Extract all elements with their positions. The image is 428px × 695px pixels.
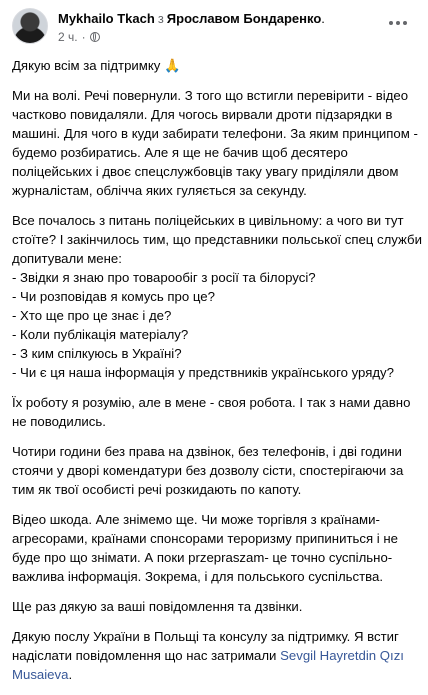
text-line: надіслати повідомлення що нас затримали Sevgil Hayretdin Qızı [12, 648, 404, 663]
link-suffix: . [68, 667, 73, 682]
text-line: - Чи є ця наша інформація у предствників українського уряду? [12, 365, 394, 380]
paragraph-8 [12, 627, 418, 684]
text-line: журналістам, облічча яких гуляється за секунду. [12, 183, 307, 198]
post-header [12, 8, 416, 48]
tagged-link-continued[interactable]: Musaieva [12, 667, 69, 682]
text-line: частково повидаляли. Для чогось вирвали дроти підзарядки в [12, 107, 393, 122]
text-line: Дякую всім за підтримку 🙏 [12, 58, 181, 73]
text-line: - Звідки я знаю про товарообіг з росії та білорусі? [12, 270, 316, 285]
globe-icon[interactable] [90, 32, 100, 42]
post-time[interactable]: 2 ч. [58, 30, 78, 44]
post-content [12, 56, 422, 695]
author-name[interactable]: Mykhailo Tkach [58, 11, 155, 26]
paragraph-3 [12, 211, 422, 382]
text-line: допитували мене: [12, 251, 122, 266]
text-line: - Чи розповідав я комусь про це? [12, 289, 215, 304]
with-text: з [157, 11, 164, 26]
tagged-suffix: . [321, 11, 325, 26]
tagged-person[interactable]: Ярославом Бондаренко [166, 11, 322, 26]
author-avatar[interactable] [12, 8, 48, 44]
text-line: поліцейських і двоє спецслужбовців таку увагу приділяли двом [12, 164, 399, 179]
text-line: стоячи у дворі комендатури без дозволу сісти, спостерігаючи за [12, 463, 404, 478]
tagged-link[interactable]: Sevgil Hayretdin Qızı [280, 648, 404, 663]
paragraph-2 [12, 86, 418, 200]
text-line: будемо розбиратись. Але я ще не бачив щоб десятеро [12, 145, 348, 160]
text-line: Ми на волі. Речі повернули. З того що встигли перевірити - відео [12, 88, 409, 103]
text-line: Чотири години без права на дзвінок, без телефонів, і дві години [12, 444, 402, 459]
more-options-icon[interactable] [384, 14, 412, 32]
text-line: Все почалось з питань поліцейських в цивільному: а чого ви тут [12, 213, 404, 228]
paragraph-7 [12, 597, 418, 616]
text-line: машині. Для чого в куди забирати телефони. За яким принципом - [12, 126, 418, 141]
text-line [12, 665, 418, 684]
paragraph-4 [12, 393, 418, 431]
author-line [58, 11, 325, 26]
text-line: не поводились. [12, 414, 106, 429]
text-line: Дякую послу України в Польщі та консулу за підтримку. Я встиг [12, 629, 399, 644]
text-line: - Хто ще про це знає і де? [12, 308, 172, 323]
text-line: важлива інформація. Зокрема, і для польського суспільства. [12, 569, 384, 584]
text-line: Ще раз дякую за ваші повідомлення та дзвінки. [12, 599, 303, 614]
meta-separator: · [81, 30, 86, 44]
text-line: Відео шкода. Але знімемо ще. Чи може торгівля з країнами- [12, 512, 380, 527]
post-meta [58, 30, 100, 44]
text-line: стоїте? І закінчилось тим, що представники польської спец служби [12, 232, 422, 247]
text-line: Їх роботу я розумію, але в мене - своя робота. І так з нами давно [12, 395, 411, 410]
text-line: агресорами, країнами спонсорами тероризму припиниться і не [12, 531, 398, 546]
text-line: - З ким спілкуюсь в Україні? [12, 346, 182, 361]
paragraph-1 [12, 56, 418, 75]
text-line: - Коли публікація матеріалу? [12, 327, 189, 342]
paragraph-6 [12, 510, 418, 586]
paragraph-5 [12, 442, 418, 499]
text-line: тим як твої особисті речі розкидають по капоту. [12, 482, 302, 497]
text-line: буде про що знімати. А поки przepraszam- це точно суспільно- [12, 550, 393, 565]
